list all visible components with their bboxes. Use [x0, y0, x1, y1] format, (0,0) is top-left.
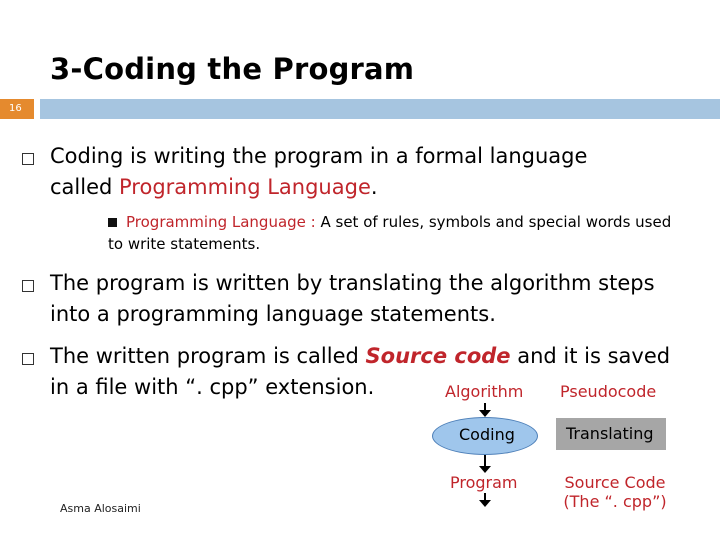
- bullet-1-text: called: [50, 175, 120, 199]
- arrow-down-icon: [479, 500, 491, 507]
- bullet-1-line-2: [50, 172, 587, 203]
- source-code-term: Source code: [365, 344, 511, 368]
- bullet-square-icon: [22, 353, 34, 365]
- bullet-1-period: .: [370, 175, 378, 199]
- bullet-3-text-end: and it is saved: [510, 344, 671, 368]
- programming-language-term: Programming Language: [119, 175, 371, 199]
- bullet-square-icon: [22, 280, 34, 292]
- sub-bullet-line-2: to write statements.: [108, 235, 261, 253]
- source-code-label: [560, 473, 670, 511]
- bullet-3-text: The written program is called: [50, 344, 366, 368]
- bullet-1-line-1: Coding is writing the program in a formal language: [50, 144, 588, 168]
- sub-bullet-line-1: [126, 212, 671, 232]
- coding-label: Coding: [459, 425, 515, 444]
- bullet-1: [50, 141, 587, 203]
- bullet-3-line-1: [50, 341, 670, 372]
- bullet-2: [50, 268, 655, 330]
- source-code-line-2: (The “. cpp”): [563, 492, 667, 511]
- sub-bullet-square-icon: [108, 218, 117, 227]
- slide-title: 3-Coding the Program: [50, 52, 415, 86]
- arrow-down-icon: [479, 466, 491, 473]
- translating-label: Translating: [566, 424, 654, 443]
- slide-number: 16: [9, 103, 22, 114]
- bullet-2-line-1: The program is written by translating the algorithm steps: [50, 271, 655, 295]
- bullet-2-line-2: into a programming language statements.: [50, 302, 496, 326]
- algorithm-label: Algorithm: [445, 382, 524, 401]
- footer-author: Asma Alosaimi: [60, 502, 141, 515]
- pseudocode-label: Pseudocode: [560, 382, 657, 401]
- sub-bullet: [126, 212, 671, 232]
- definition-term: Programming Language :: [126, 213, 316, 231]
- header-bar: [40, 99, 720, 119]
- arrow-down-icon: [479, 410, 491, 417]
- bullet-square-icon: [22, 153, 34, 165]
- source-code-line-1: Source Code: [564, 473, 666, 492]
- program-label: Program: [450, 473, 518, 492]
- bullet-3-line-2: in a file with “. cpp” extension.: [50, 375, 375, 399]
- definition-text: A set of rules, symbols and special words used: [315, 213, 672, 231]
